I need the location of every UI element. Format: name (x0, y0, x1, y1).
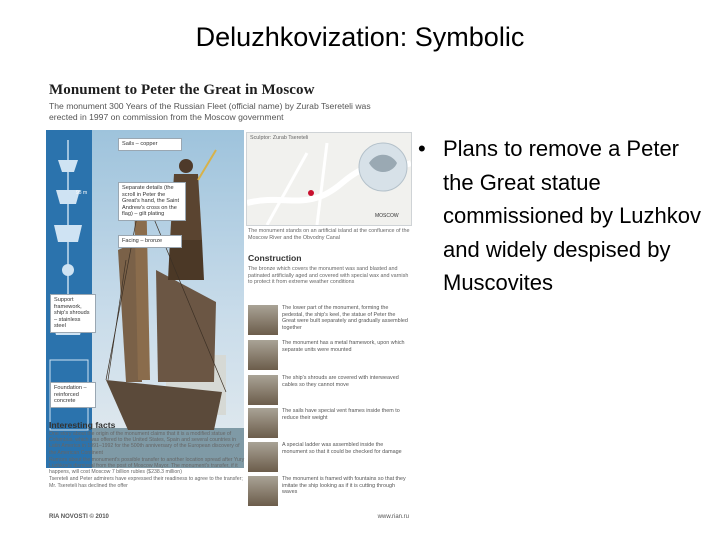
construction-thumbnail (248, 305, 278, 335)
construction-item (248, 305, 410, 337)
callout-details: Separate details (the scroll in Peter the Great's hand, the Saint Andrew's cross on the flag) – gilt plating (118, 182, 186, 221)
infographic-title: Monument to Peter the Great in Moscow (49, 82, 315, 98)
fact-item: Rumors about the monument's possible transfer to another location spread after Yury Luzhkov's dismissal from the post of Moscow Mayor. The monument's transfer, if it happens, will cost Moscow 7 billion rubles ($238.3 million) (49, 456, 245, 476)
construction-item-text: The ship's shrouds are covered with interweaved cables so they cannot move (282, 375, 399, 388)
construction-thumbnail (248, 442, 278, 472)
source-site: www.rian.ru (377, 514, 409, 520)
bullet-item (418, 132, 708, 300)
construction-thumbnail (248, 476, 278, 506)
construction-item-text: A special ladder was assembled inside the monument so that it could be checked for damage (282, 442, 402, 455)
construction-item (248, 375, 410, 407)
slide-title: Deluzhkovization: Symbolic (195, 22, 525, 52)
callout-facing: Facing – bronze (118, 235, 182, 248)
bullet-icon: • (418, 136, 426, 161)
construction-item (248, 442, 410, 474)
infographic-subtitle: The monument 300 Years of the Russian Fleet (official name) by Zurab Tsereteli was erected in 1997 on commission from the Moscow government (49, 101, 371, 122)
fact-item: Tsereteli and Peter admirers have expressed their readiness to agree to the transfer; Mr. Tsereteli has declined the offer (49, 476, 243, 489)
map-caption: The monument stands on an artificial island at the confluence of the Moscow River and the Obvodny Canal (248, 228, 410, 241)
map-drawing (247, 133, 411, 225)
construction-title: Construction (248, 253, 302, 263)
construction-intro: The bronze which covers the monument was sand blasted and patinated artificially aged and covered with special wax and varnish to protect it from extreme weather conditions (248, 266, 409, 286)
bullet-list (418, 132, 708, 300)
callout-sails: Sails – copper (118, 138, 182, 151)
infographic-footer (49, 514, 409, 520)
location-map (246, 132, 412, 226)
construction-item (248, 408, 410, 440)
construction-item (248, 476, 410, 508)
ria-novosti-logo: RIA NOVOSTI © 2010 (49, 514, 109, 520)
fact-item: One story about the origin of the monument claims that it is a modified statue of Columbus, which was offered to the United States, Spain and several countries in Latin America in 1991–1992 for the 500th anniversary of the European discovery of the American Continent (49, 431, 240, 456)
construction-thumbnail (248, 375, 278, 405)
construction-item (248, 340, 410, 372)
height-label: 98 m (76, 190, 88, 196)
sculptor-label: Sculptor: Zurab Tsereteli (250, 135, 309, 141)
construction-thumbnail (248, 340, 278, 370)
construction-item-text: The lower part of the monument, forming the pedestal, the ship's keel, the statue of Peter the Great were built separately and gradually assembled together (282, 305, 408, 331)
construction-item-text: The sails have special vent frames inside them to reduce their weight (282, 408, 400, 421)
infographic (46, 80, 412, 526)
interesting-facts (49, 420, 245, 489)
construction-item-text: The monument has a metal framework, upon which separate units were mounted (282, 340, 405, 353)
map-city-label: MOSCOW (375, 213, 399, 219)
construction-thumbnail (248, 408, 278, 438)
callout-foundation: Foundation – reinforced concrete (50, 382, 96, 408)
construction-item-text: The monument is framed with fountains so that they imitate the ship looking as if it is cutting through waves (282, 476, 406, 496)
bullet-text: Plans to remove a Peter the Great statue commissioned by Luzhkov and widely despised by Muscovites (443, 136, 702, 295)
callout-steel: Support framework, ship's shrouds – stainless steel (50, 294, 96, 333)
facts-title: Interesting facts (49, 420, 116, 430)
